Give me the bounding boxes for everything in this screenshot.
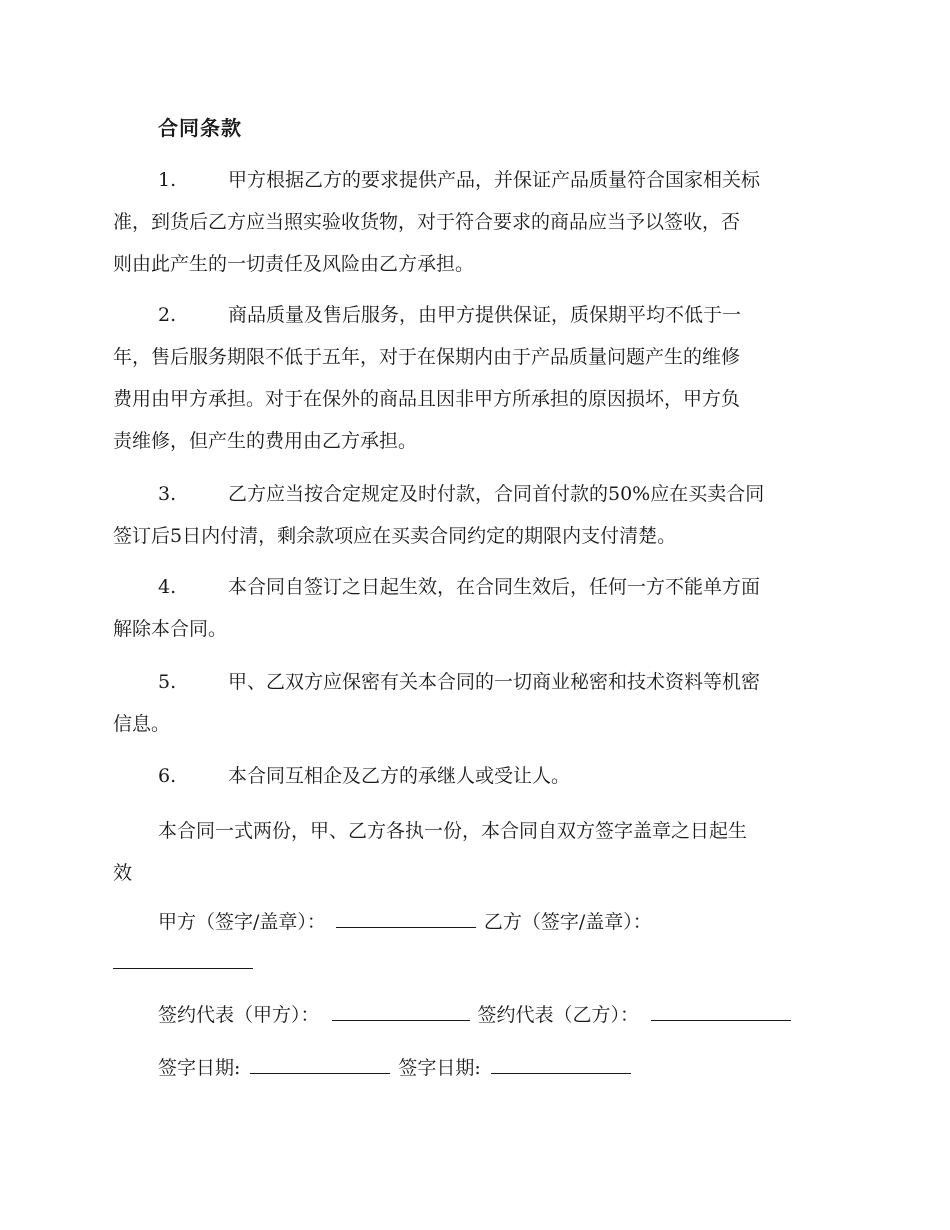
clause-line <box>113 294 833 336</box>
party-b-seal-label: 乙方（签字/盖章）： <box>483 911 652 933</box>
clause-line <box>113 159 833 201</box>
clause-number: 4. <box>158 576 177 598</box>
clause-line <box>113 566 833 608</box>
clause-number: 6. <box>158 765 177 787</box>
clause-text: 甲方根据乙方的要求提供产品，并保证产品质量符合国家相关标 <box>228 169 761 191</box>
closing-text: 本合同一式两份，甲、乙方各执一份，本合同自双方签字盖章之日起生 <box>158 820 748 842</box>
clause-4 <box>113 566 833 650</box>
party-a-seal-field[interactable] <box>336 907 476 928</box>
closing-paragraph <box>113 810 833 894</box>
clause-1 <box>113 159 833 285</box>
date-b-label: 签字日期: <box>398 1057 481 1079</box>
clause-number: 2. <box>158 304 177 326</box>
section-heading: 合同条款 <box>158 116 242 140</box>
clause-2 <box>113 294 833 462</box>
clause-text: 责维修，但产生的费用由乙方承担。 <box>113 430 418 452</box>
signature-row-seal <box>158 907 652 937</box>
clause-text: 年，售后服务期限不低于五年，对于在保期内由于产品质量问题产生的维修 <box>113 346 741 368</box>
clause-text: 甲、乙双方应保密有关本合同的一切商业秘密和技术资料等机密 <box>228 671 761 693</box>
clause-line <box>113 473 833 515</box>
clause-text: 准，到货后乙方应当照实验收货物，对于符合要求的商品应当予以签收，否 <box>113 211 741 233</box>
clause-text: 本合同互相企及乙方的承继人或受让人。 <box>228 765 571 787</box>
clause-text: 费用由甲方承担。对于在保外的商品且因非甲方所承担的原因损坏，甲方负 <box>113 388 741 410</box>
signature-row-date <box>158 1053 631 1083</box>
clause-text: 信息。 <box>113 713 171 735</box>
rep-a-field[interactable] <box>332 1000 470 1021</box>
clause-text: 则由此产生的一切责任及风险由乙方承担。 <box>113 253 475 275</box>
clause-text: 商品质量及售后服务，由甲方提供保证，质保期平均不低于一 <box>228 304 742 326</box>
party-a-seal-label: 甲方（签字/盖章）： <box>158 911 326 933</box>
party-b-seal-field[interactable] <box>113 968 253 969</box>
date-b-field[interactable] <box>491 1053 631 1074</box>
clause-3 <box>113 473 833 557</box>
clause-number: 1. <box>158 169 177 191</box>
clause-6 <box>113 755 833 797</box>
rep-a-label: 签约代表（甲方）： <box>158 1004 320 1026</box>
clause-text: 乙方应当按合定规定及时付款，合同首付款的50%应在买卖合同 <box>228 483 765 505</box>
clause-text: 签订后5日内付清，剩余款项应在买卖合同约定的期限内支付清楚。 <box>113 525 677 547</box>
clause-text: 解除本合同。 <box>113 618 228 640</box>
rep-b-label: 签约代表（乙方）： <box>477 1004 640 1026</box>
date-a-label: 签字日期: <box>158 1057 241 1079</box>
clause-text: 本合同自签订之日起生效，在合同生效后，任何一方不能单方面 <box>228 576 761 598</box>
clause-number: 3. <box>158 483 177 505</box>
date-a-field[interactable] <box>250 1053 390 1074</box>
rep-b-field[interactable] <box>651 1000 791 1021</box>
clause-number: 5. <box>158 671 177 693</box>
clause-line <box>113 755 833 797</box>
closing-text: 效 <box>113 862 133 884</box>
signature-row-representative <box>158 1000 791 1030</box>
clause-5 <box>113 661 833 745</box>
clause-line <box>113 661 833 703</box>
